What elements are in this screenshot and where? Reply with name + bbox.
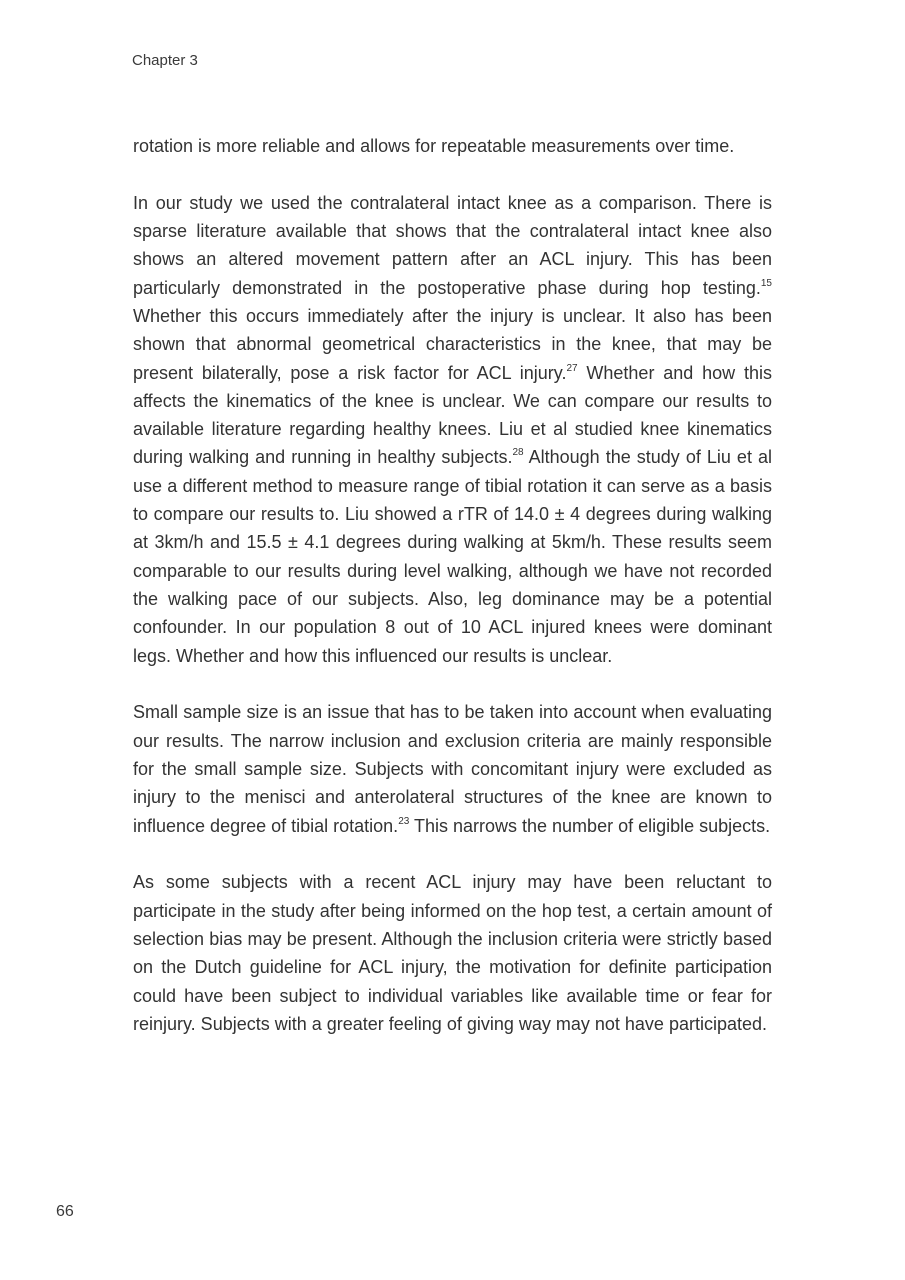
paragraph-text: Small sample size is an issue that has to be taken into account when evaluating our results. The narrow inclusion and exclusion criteria are mainly responsible for the small sample size. Subjects with concomitant injury were excluded as injury to the menisci and anterolateral structures of the knee are known to influence degree of tibial rotation. — [133, 702, 772, 836]
citation-superscript: 23 — [398, 815, 410, 827]
paragraph-text: This narrows the number of eligible subjects. — [409, 815, 771, 836]
paragraph-sample-size — [133, 698, 772, 839]
paragraph-text: rotation is more reliable and allows for repeatable measurements over time. — [133, 136, 735, 156]
citation-superscript: 15 — [760, 277, 772, 289]
paragraph-text: Whether this occurs immediately after the injury is unclear. It also has been shown that abnormal geometrical characteristics in the knee, that may be present bilaterally, pose a risk factor for ACL injury. — [133, 305, 772, 383]
citation-superscript: 27 — [566, 362, 578, 374]
paragraph-contralateral-knee — [133, 189, 772, 670]
paragraph-text: In our study we used the contralateral intact knee as a comparison. There is sparse literature available that shows that the contralateral intact knee also shows an altered movement pattern after an ACL injury. This has been particularly demonstrated in the postoperative phase during hop testing. — [133, 192, 772, 298]
paragraph-text: Whether and how this affects the kinematics of the knee is unclear. We can compare our results to available literature regarding healthy knees. Liu et al studied knee kinematics during walking and running in healthy subjects. — [133, 362, 772, 468]
paragraph-rotation-reliability — [133, 132, 772, 160]
paragraph-selection-bias — [133, 868, 772, 1038]
citation-superscript: 28 — [512, 447, 524, 459]
paragraph-text: As some subjects with a recent ACL injury may have been reluctant to participate in the study after being informed on the hop test, a certain amount of selection bias may be present. Although the inclusion criteria were strictly based on the Dutch guideline for ACL injury, the motivation for definite participation could have been subject to individual variables like available time or fear for reinjury. Subjects with a greater feeling of giving way may not have participated. — [133, 872, 772, 1034]
paragraph-text: Although the study of Liu et al use a different method to measure range of tibial rotation it can serve as a basis to compare our results to. Liu showed a rTR of 14.0 ± 4 degrees during walking at 3km/h and 15.5 ± 4.1 degrees during walking at 5km/h. These results seem comparable to our results during level walking, although we have not recorded the walking pace of our subjects. Also, leg dominance may be a potential confounder. In our population 8 out of 10 ACL injured knees were dominant legs. Whether and how this influenced our results is unclear. — [133, 447, 772, 666]
body-text — [133, 132, 772, 1038]
page-number: 66 — [56, 1203, 74, 1220]
running-header-chapter: Chapter 3 — [132, 52, 198, 69]
